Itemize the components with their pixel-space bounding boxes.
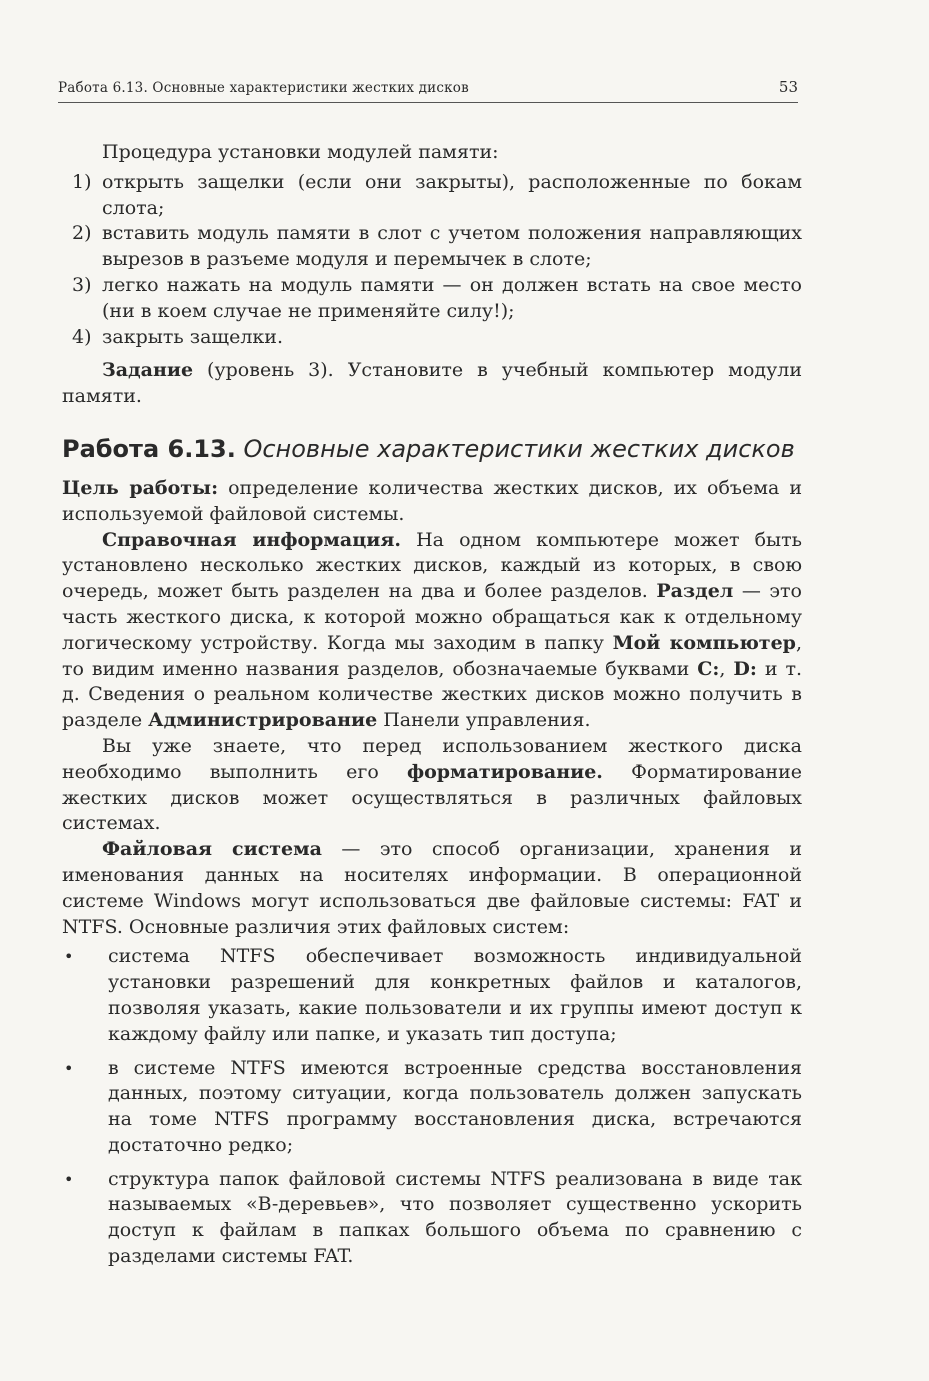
- reference-text: — это часть жесткого диска, к которой можно обращаться как к отдельному логическому устройству. Когда мы заходим в папку: [62, 580, 803, 654]
- reference-text: и т. д. Сведения о реальном количестве жестких дисков можно получить в разделе: [62, 657, 802, 732]
- page-body: [62, 140, 802, 1278]
- formatting-text: Форматирование жестких дисков может осуществляться в различных файловых системах.: [62, 760, 802, 835]
- running-header: [58, 78, 798, 103]
- reference-text: ,: [719, 657, 734, 680]
- task-text: (уровень 3). Установите в учебный компьютер модули памяти.: [62, 359, 802, 408]
- drive-letter-c: C:: [697, 657, 720, 680]
- step-text: закрыть защелки.: [102, 325, 283, 348]
- reference-text: На одном компьютере может быть установлено несколько жестких дисков, каждый из которых, в свою очередь, может быть разделен на два и более разделов.: [62, 528, 802, 603]
- term-filesystem: Файловая система: [102, 838, 322, 861]
- procedure-steps: [62, 170, 802, 351]
- bullet-icon: •: [64, 1058, 74, 1078]
- bullet-icon: •: [64, 947, 74, 967]
- list-item-text: в системе NTFS имеются встроенные средства восстановления данных, поэтому ситуации, когда пользователь должен запускать на томе NTFS программу восстановления диска, встречаются достаточно редко;: [108, 1056, 802, 1156]
- formatting-paragraph: [62, 734, 802, 837]
- bullet-icon: •: [64, 1169, 74, 1189]
- list-item: [62, 944, 802, 1047]
- step-number: 1): [72, 170, 92, 193]
- step-text: легко нажать на модуль памяти — он должен встать на свое место (ни в коем случае не применяйте силу!);: [102, 273, 802, 322]
- list-item: [62, 1167, 802, 1270]
- filesystem-paragraph: [62, 837, 802, 940]
- filesystem-text: — это способ организации, хранения и именования данных на носителях информации. В операционной системе Windows могут использоваться две файловые системы: FAT и NTFS. Основные различия этих файловых систем:: [62, 838, 802, 938]
- procedure-step: [62, 170, 802, 222]
- drive-letter-d: D:: [733, 657, 757, 680]
- procedure-step: [62, 273, 802, 325]
- formatting-text: Вы уже знаете, что перед использованием жесткого диска необходимо выполнить его: [62, 734, 802, 783]
- step-number: 3): [72, 273, 92, 296]
- reference-paragraph: [62, 528, 802, 734]
- step-number: 2): [72, 222, 92, 245]
- term-partition: Раздел: [656, 580, 734, 603]
- procedure-step: [62, 325, 802, 351]
- step-text: вставить модуль памяти в слот с учетом положения направляющих вырезов в разъеме модуля и перемычек в слоте;: [102, 222, 802, 271]
- section-number: Работа 6.13.: [62, 434, 236, 463]
- term-formatting: форматирование.: [406, 760, 603, 783]
- task-label: Задание: [102, 359, 194, 382]
- reference-text: , то видим именно названия разделов, обозначаемые буквами: [62, 631, 802, 680]
- task-paragraph: [62, 358, 802, 410]
- section-title: Основные характеристики жестких дисков: [243, 434, 795, 463]
- reference-text: Панели управления.: [377, 709, 591, 732]
- list-item-text: система NTFS обеспечивает возможность индивидуальной установки разрешений для конкретных файлов и каталогов, позволяя указать, какие пользователи и их группы имеют доступ к каждому файлу или папке, и указать тип доступа;: [108, 945, 802, 1045]
- goal-text: определение количества жестких дисков, их объема и используемой файловой системы.: [62, 476, 802, 525]
- section-heading: [62, 434, 802, 464]
- term-administration: Администрирование: [148, 709, 378, 732]
- procedure-intro: Процедура установки модулей памяти:: [102, 141, 499, 163]
- page-number: 53: [778, 78, 798, 96]
- procedure-step: [62, 221, 802, 273]
- list-item-text: структура папок файловой системы NTFS реализована в виде так называемых «B-деревьев», что позволяет существенно ускорить доступ к файлам в папках большого объема по сравнению с разделами системы FAT.: [108, 1167, 802, 1268]
- step-text: открыть защелки (если они закрыты), расположенные по бокам слота;: [102, 170, 802, 219]
- term-my-computer: Мой компьютер: [612, 631, 796, 654]
- goal-paragraph: [62, 476, 802, 528]
- list-item: [62, 1056, 802, 1159]
- goal-label: Цель работы:: [62, 476, 219, 499]
- differences-list: [62, 944, 802, 1270]
- step-number: 4): [72, 325, 92, 348]
- running-title: Работа 6.13. Основные характеристики жестких дисков: [58, 80, 469, 96]
- reference-label: Справочная информация.: [102, 528, 402, 551]
